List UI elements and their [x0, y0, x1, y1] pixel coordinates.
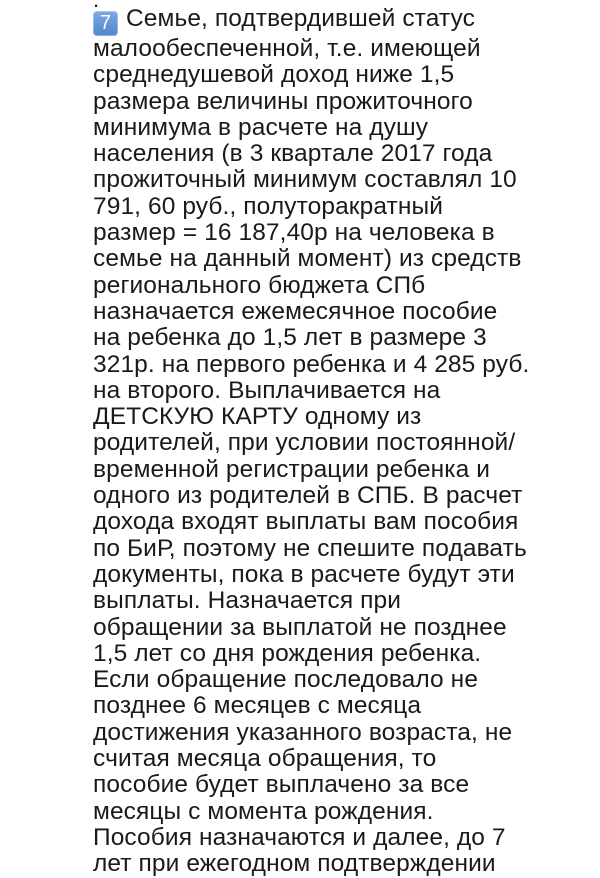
message-line: месяцы с момента рождения.	[93, 797, 434, 825]
message-body	[93, 6, 593, 878]
message-line: на ребенка до 1,5 лет в размере 3	[93, 324, 487, 352]
message-line: минимума в расчете на душу	[93, 113, 429, 141]
message-line: 1,5 лет со дня рождения ребенка.	[93, 639, 482, 667]
message-line: ДЕТСКУЮ КАРТУ одному из	[93, 403, 422, 431]
message-line: 321р. на первого ребенка и 4 285 руб.	[93, 350, 530, 378]
message-line: считая месяца обращения, то	[93, 745, 437, 773]
message-line: среднедушевой доход ниже 1,5	[93, 61, 455, 89]
message-line: размера величины прожиточного	[93, 87, 473, 115]
message-line: позднее 6 месяцев с месяца	[93, 692, 422, 720]
message-line: регионального бюджета СПб	[93, 271, 426, 299]
message-line: пособие будет выплачено за все	[93, 771, 470, 799]
message-line: семье на данный момент) из средств	[93, 245, 522, 273]
message-line: обращении за выплатой не позднее	[93, 613, 507, 641]
message-line: Если обращение последовало не	[93, 666, 479, 694]
message-line	[93, 6, 593, 36]
message-line: родителей, при условии постоянной/	[93, 429, 516, 457]
message-line: малообеспеченной, т.е. имеющей	[93, 35, 481, 62]
message-line: выплаты. Назначается при	[93, 587, 402, 615]
message-line: размер = 16 187,40р на человека в	[93, 219, 495, 247]
message-line: прожиточный минимум составлял 10	[93, 166, 517, 194]
message-line: на второго. Выплачивается на	[93, 376, 441, 404]
message-line: документы, пока в расчете будут эти	[93, 560, 515, 588]
message-line: назначается ежемесячное пособие	[93, 297, 498, 325]
message-line: населения (в 3 квартале 2017 года	[93, 140, 493, 168]
message-line: лет при ежегодном подтверждении	[93, 850, 496, 878]
message-line: Пособия назначаются и далее, до 7	[93, 823, 506, 851]
message-line: достижения указанного возраста, не	[93, 718, 513, 746]
message-line: временной регистрации ребенка и	[93, 455, 491, 483]
message-line: 791, 60 руб., полуторакратный	[93, 192, 443, 220]
message-line: одного из родителей в СПБ. В расчет	[93, 482, 523, 510]
message-line: по БиР, поэтому не спешите подавать	[93, 534, 527, 562]
message-line-text: Семье, подтвердившей статус	[126, 5, 475, 32]
keycap-seven-emoji-icon: 7	[93, 11, 118, 36]
message-line: дохода входят выплаты вам пособия	[93, 508, 519, 536]
